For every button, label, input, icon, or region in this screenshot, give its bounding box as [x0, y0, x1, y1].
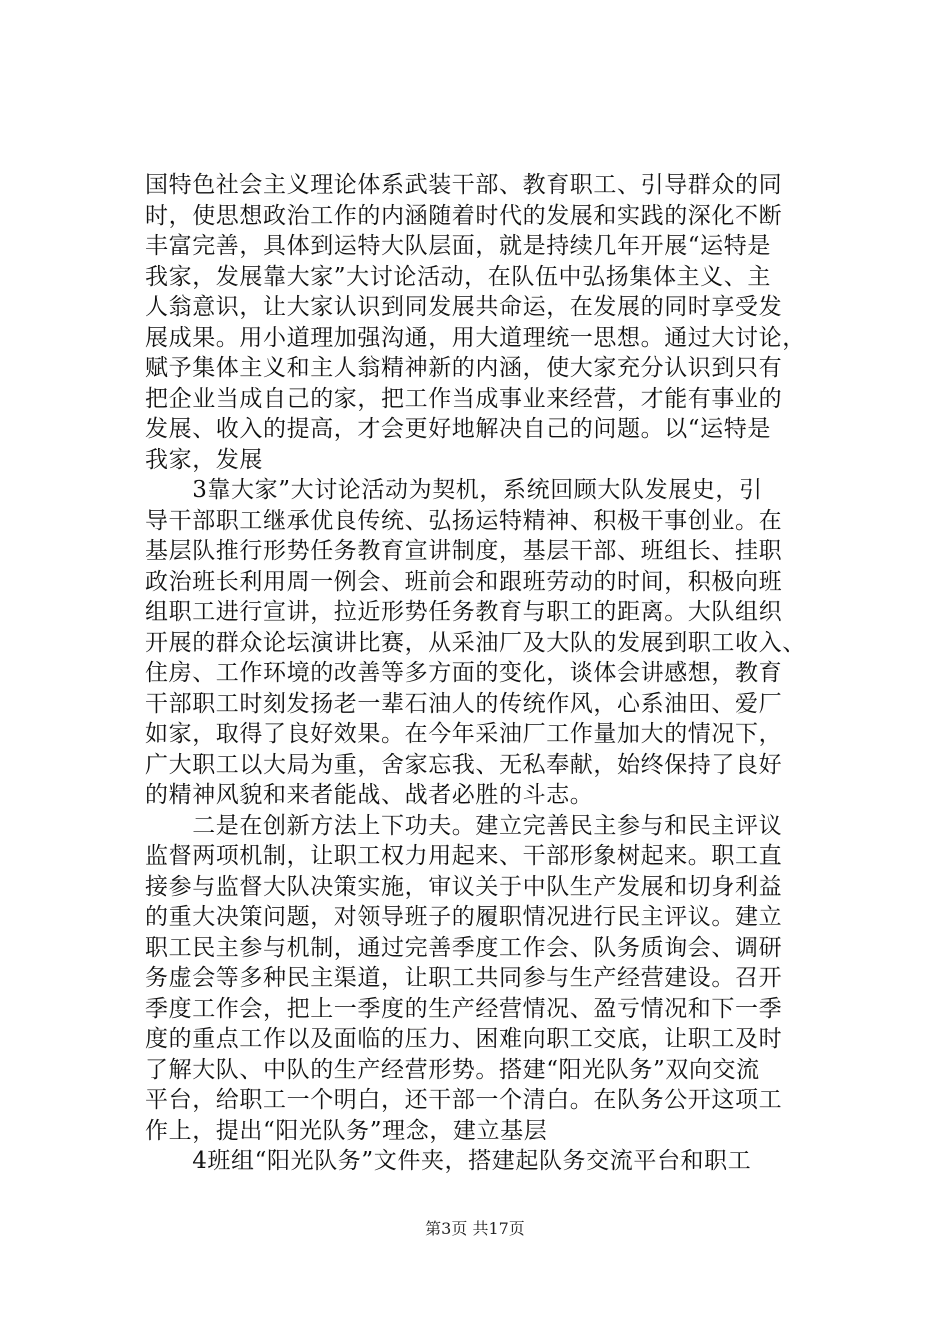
text-line: 发展、收入的提高，才会更好地解决自己的问题。以“运特是 [145, 416, 771, 442]
text-line: 度的重点工作以及面临的压力、困难向职工交底，让职工及时 [145, 1026, 783, 1052]
body-text [145, 170, 845, 1177]
text-line: 住房、工作环境的改善等多方面的变化，谈体会讲感想，教育 [145, 660, 783, 686]
text-line: 时，使思想政治工作的内涵随着时代的发展和实践的深化不断 [145, 202, 783, 229]
text-line: 政治班长利用周一例会、班前会和跟班劳动的时间，积极向班 [145, 568, 783, 595]
text-line: 展成果。用小道理加强沟通，用大道理统一思想。通过大讨论， [145, 324, 806, 351]
text-line: 了解大队、中队的生产经营形势。搭建“阳光队务”双向交流 [145, 1056, 760, 1083]
text-line: 广大职工以大局为重，舍家忘我、无私奉献，始终保持了良好 [145, 751, 783, 778]
text-line: 人翁意识，让大家认识到同发展共命运，在发展的同时享受发 [145, 294, 783, 320]
text-line: 4班组“阳光队务”文件夹，搭建起队务交流平台和职工 [145, 1148, 752, 1174]
text-line: 干部职工时刻发扬老一辈石油人的传统作风，心系油田、爱厂 [145, 690, 783, 717]
text-line: 接参与监督大队决策实施，审议关于中队生产发展和切身利益 [145, 873, 783, 900]
page-number: 第3页 共17页 [425, 1219, 525, 1238]
text-line: 二是在创新方法上下功夫。建立完善民主参与和民主评议 [145, 812, 783, 839]
text-line: 务虚会等多种民主渠道，让职工共同参与生产经营建设。召开 [145, 965, 783, 991]
text-line: 平台，给职工一个明白，还干部一个清白。在队务公开这项工 [145, 1087, 783, 1113]
text-line: 丰富完善，具体到运特大队层面，就是持续几年开展“运特是 [145, 233, 771, 259]
text-line: 3靠大家”大讨论活动为契机，系统回顾大队发展史，引 [145, 477, 763, 503]
text-line: 如家，取得了良好效果。在今年采油厂工作量加大的情况下， [145, 721, 783, 747]
text-line: 作上，提出“阳光队务”理念，建立基层 [145, 1117, 548, 1144]
text-line: 导干部职工继承优良传统、弘扬运特精神、积极干事创业。在 [145, 507, 783, 534]
text-line: 监督两项机制，让职工权力用起来、干部形象树起来。职工直 [145, 843, 783, 869]
text-line: 季度工作会，把上一季度的生产经营情况、盈亏情况和下一季 [145, 995, 783, 1022]
text-line: 基层队推行形势任务教育宣讲制度，基层干部、班组长、挂职 [145, 538, 783, 564]
text-line: 开展的群众论坛演讲比赛，从采油厂及大队的发展到职工收入、 [145, 629, 806, 656]
text-line: 的重大决策问题，对领导班子的履职情况进行民主评议。建立 [145, 904, 783, 930]
text-line: 我家，发展靠大家”大讨论活动，在队伍中弘扬集体主义、主 [145, 263, 771, 290]
text-line: 职工民主参与机制，通过完善季度工作会、队务质询会、调研 [145, 934, 783, 961]
text-line: 把企业当成自己的家，把工作当成事业来经营，才能有事业的 [145, 385, 783, 412]
text-line: 组职工进行宣讲，拉近形势任务教育与职工的距离。大队组织 [145, 599, 783, 625]
text-line: 国特色社会主义理论体系武装干部、教育职工、引导群众的同 [145, 172, 783, 198]
text-line: 赋予集体主义和主人翁精神新的内涵，使大家充分认识到只有 [145, 355, 783, 381]
text-line: 的精神风貌和来者能战、战者必胜的斗志。 [145, 782, 594, 808]
text-line: 我家，发展 [145, 446, 263, 473]
page-footer [0, 1216, 950, 1239]
